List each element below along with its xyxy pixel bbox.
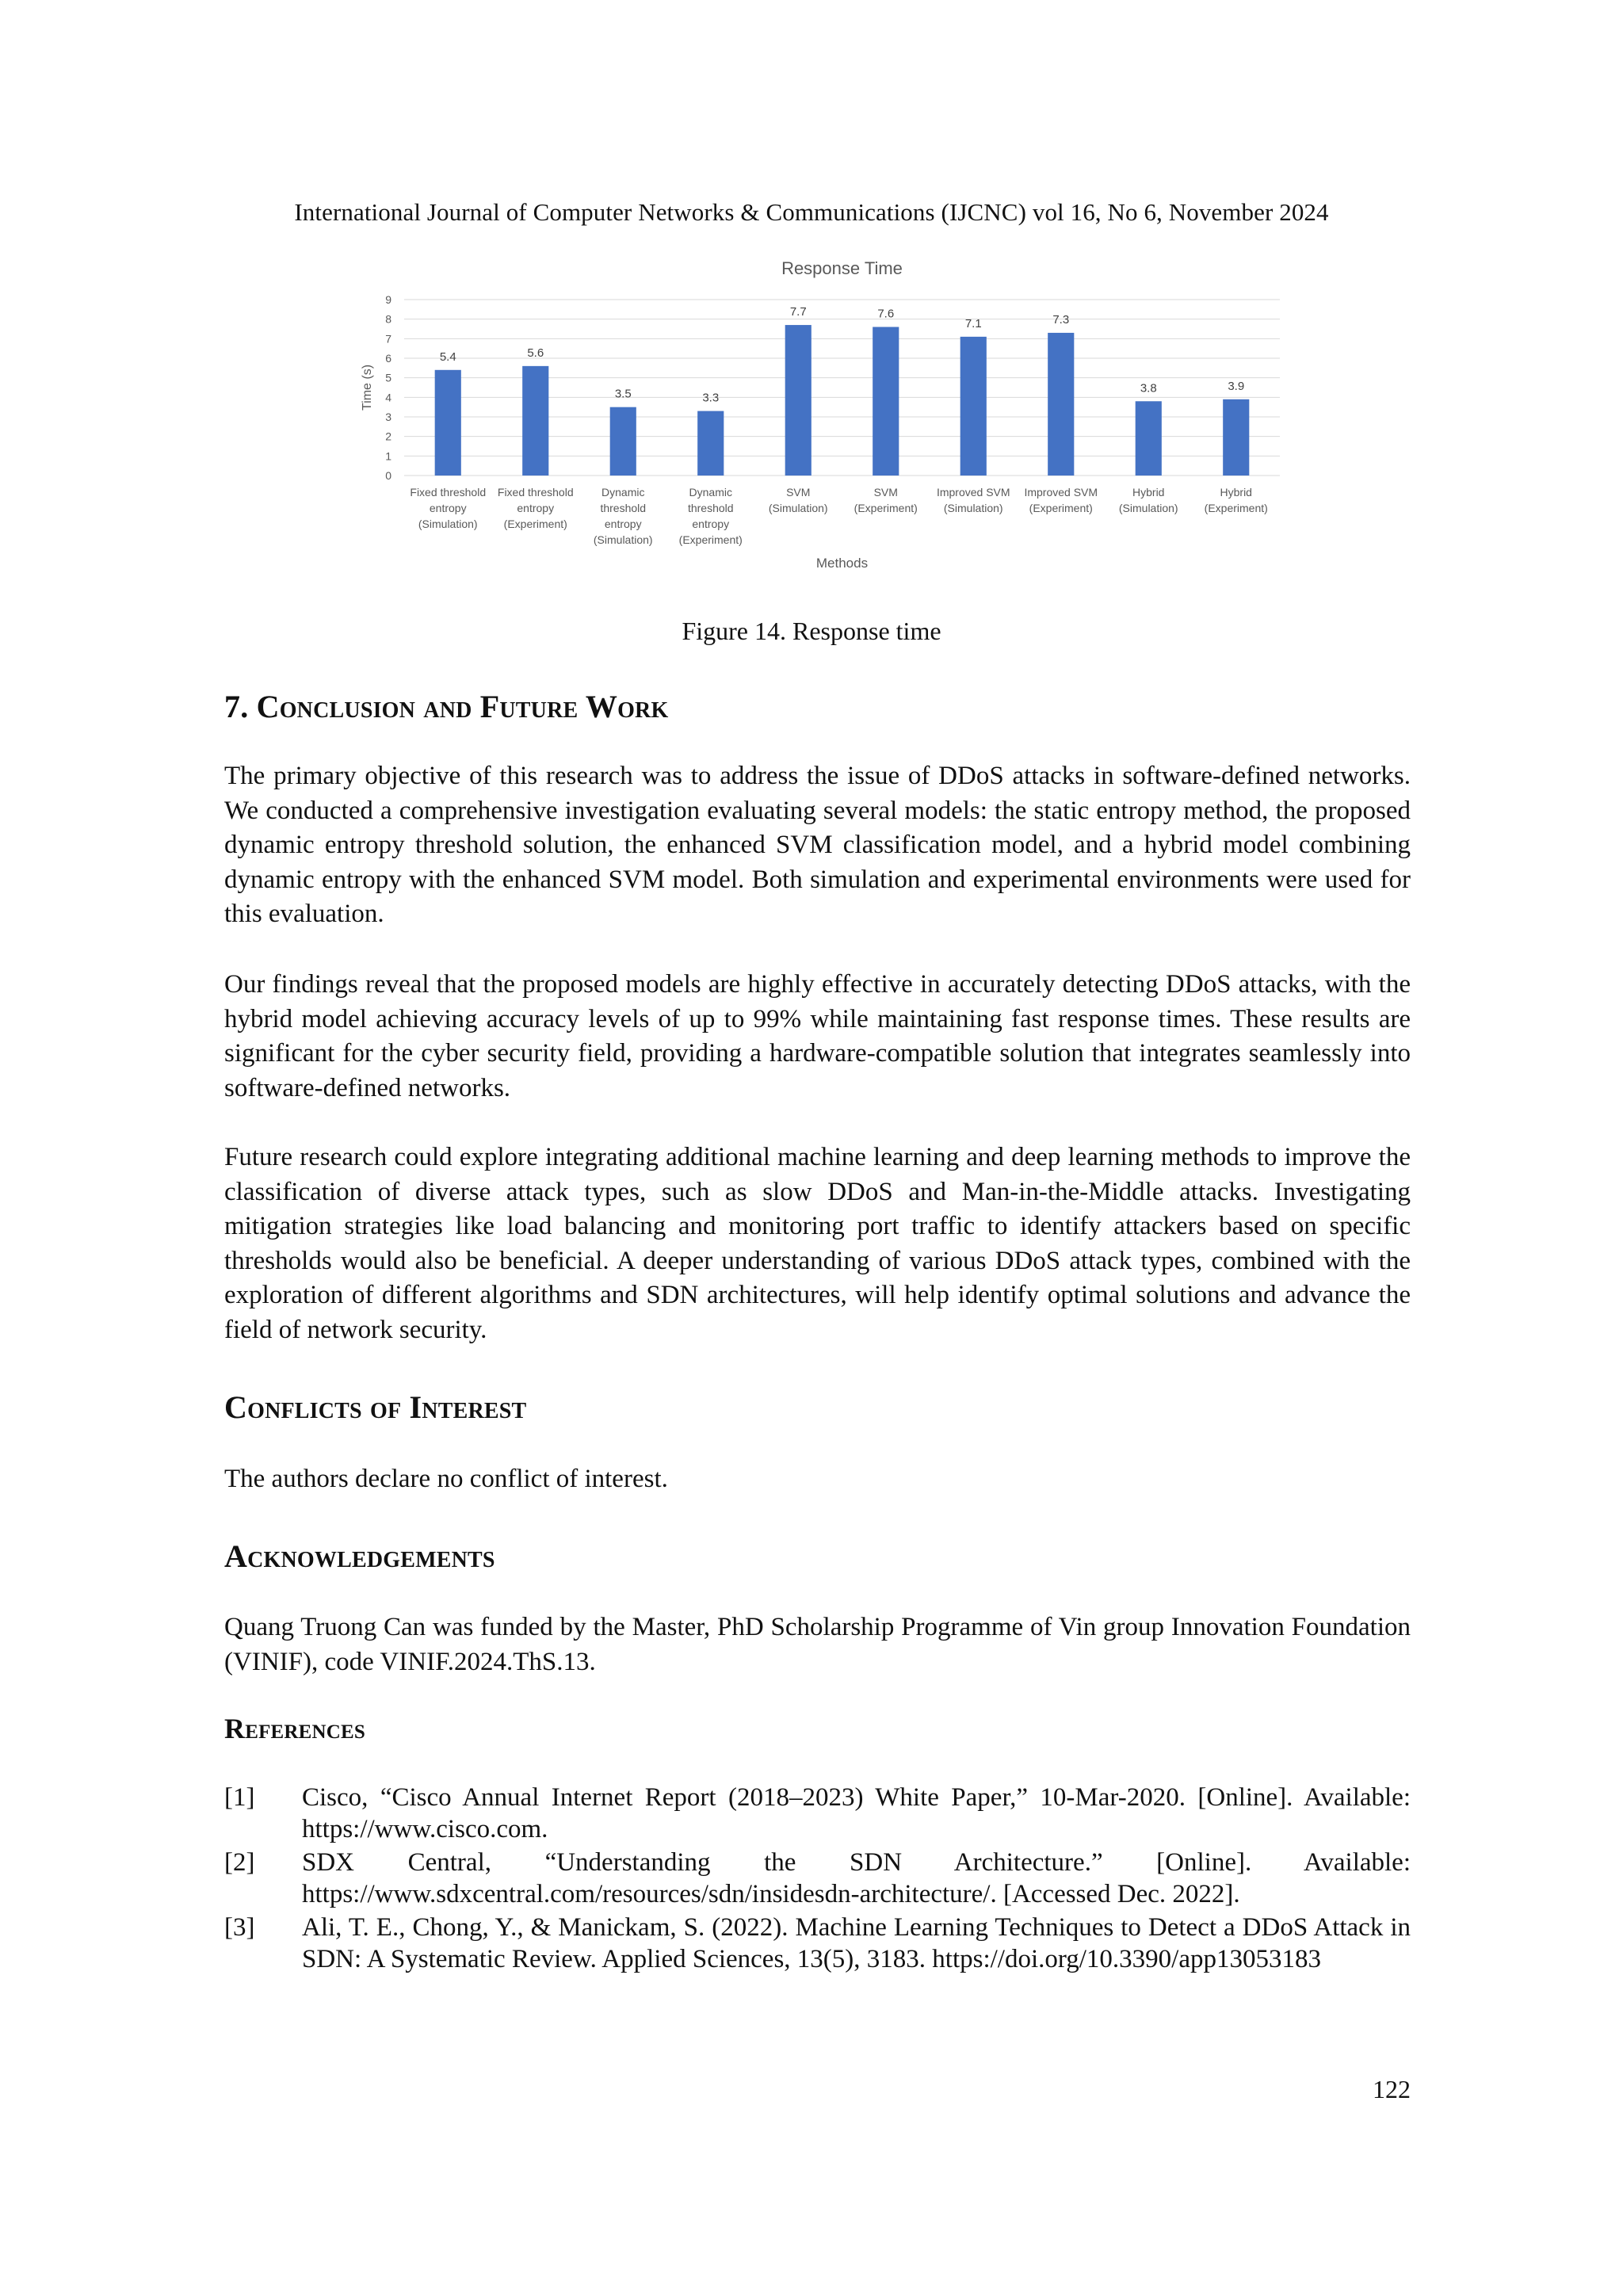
section-heading-acknowledgements: [224, 1538, 495, 1575]
section-title: Acknowledgements: [224, 1538, 495, 1574]
y-tick-label: 5: [385, 371, 391, 384]
data-label: 7.7: [789, 305, 807, 319]
x-tick-label: Dynamic: [689, 486, 732, 499]
x-tick-label: (Experiment): [1204, 502, 1268, 514]
y-tick-label: 3: [385, 411, 391, 423]
data-label: 3.3: [702, 391, 720, 405]
y-tick-label: 7: [385, 332, 391, 346]
section-title: Conclusion and Future Work: [256, 689, 669, 724]
conflicts-paragraph: The authors declare no conflict of interest.: [224, 1465, 668, 1493]
x-tick-label: (Experiment): [503, 518, 567, 530]
references-list: [224, 1782, 1411, 1977]
y-tick-label: 8: [385, 312, 391, 326]
x-tick-label: SVM: [786, 486, 811, 499]
bar: [610, 407, 636, 476]
x-tick-label: entropy: [692, 518, 730, 530]
response-time-chart: [349, 252, 1292, 577]
x-tick-label: Hybrid: [1220, 486, 1252, 499]
section-number: 7.: [224, 689, 257, 724]
conclusion-paragraph-1: The primary objective of this research was to address the issue of DDoS attacks in software-defined networks. We conducted a comprehensive investigation evaluating several models: the static entropy method, the proposed dynamic entropy threshold solution, the enhanced SVM classification model, and a hybrid model combining dynamic entropy with the enhanced SVM model. Both simulation and experimental environments were used for this evaluation.: [224, 762, 1411, 928]
bar: [435, 370, 461, 476]
bar: [697, 411, 724, 476]
x-tick-label: Dynamic: [601, 486, 645, 499]
data-label: 7.3: [1052, 312, 1070, 327]
x-tick-label: (Simulation): [418, 518, 478, 530]
y-tick-label: 0: [385, 469, 391, 482]
bar: [1136, 401, 1162, 476]
x-tick-label: (Experiment): [1029, 502, 1093, 514]
x-tick-label: threshold: [600, 502, 647, 514]
chart-title: Response Time: [781, 258, 903, 278]
figure-caption: Figure 14. Response time: [682, 617, 941, 645]
section-title: References: [224, 1713, 366, 1744]
bar: [960, 337, 987, 476]
bar: [785, 325, 812, 476]
x-tick-label: (Simulation): [1118, 502, 1178, 514]
reference-text: Ali, T. E., Chong, Y., & Manickam, S. (2022). Machine Learning Techniques to Detect a DDoS Attack in SDN: A Systematic Review. Applied Sciences, 13(5), 3183. https://doi.org/10.3390/app13053183: [302, 1913, 1411, 1973]
y-tick-label: 4: [385, 391, 391, 404]
y-tick-label: 2: [385, 430, 391, 443]
section-heading-conflicts: [224, 1389, 526, 1426]
x-tick-label: entropy: [429, 502, 467, 514]
x-tick-label: Fixed threshold: [410, 486, 487, 499]
section-heading-conclusion: [224, 688, 668, 725]
reference-number: [1]: [224, 1783, 255, 1812]
x-tick-label: Hybrid: [1132, 486, 1165, 499]
acknowledgements-paragraph: Quang Truong Can was funded by the Master, PhD Scholarship Programme of Vin group Innovation Foundation (VINIF), code VINIF.2024.ThS.13.: [224, 1613, 1411, 1676]
page-number: 122: [1373, 2075, 1411, 2103]
bar: [873, 327, 899, 476]
section-heading-references: [224, 1712, 365, 1745]
bar: [1048, 333, 1074, 476]
data-label: 7.6: [877, 307, 895, 321]
x-tick-label: entropy: [604, 518, 642, 530]
x-tick-label: Improved SVM: [1024, 486, 1098, 499]
bar: [522, 366, 548, 476]
x-tick-label: Fixed threshold: [497, 486, 574, 499]
section-title: Conflicts of Interest: [224, 1389, 527, 1425]
y-axis-label: Time (s): [361, 364, 374, 411]
y-tick-label: 6: [385, 352, 391, 365]
reference-text: SDX Central, “Understanding the SDN Architecture.” [Online]. Available: https://www.sdxcentral.com/resources/sdn/insidesdn-architecture/. [Accessed Dec. 2022].: [302, 1848, 1411, 1908]
data-label: 3.5: [614, 387, 632, 401]
reference-item: [224, 1782, 1411, 1845]
chart-svg: [349, 252, 1292, 577]
reference-number: [2]: [224, 1848, 255, 1877]
x-tick-label: (Simulation): [943, 502, 1003, 514]
data-label: 7.1: [964, 316, 982, 330]
data-label: 3.8: [1140, 381, 1157, 395]
x-axis-label: Methods: [815, 556, 869, 571]
data-label: 5.4: [439, 350, 456, 364]
x-tick-label: (Experiment): [678, 533, 743, 546]
x-tick-label: entropy: [517, 502, 555, 514]
reference-text: Cisco, “Cisco Annual Internet Report (2018–2023) White Paper,” 10-Mar-2020. [Online]. Available: https://www.cisco.com.: [302, 1783, 1411, 1843]
conclusion-paragraph-3: Future research could explore integrating additional machine learning and deep learning methods to improve the classification of diverse attack types, such as slow DDoS and Man-in-the-Middle attacks. Investigating mitigation strategies like load balancing and monitoring port traffic to identify attackers based on specific thresholds would also be beneficial. A deeper understanding of various DDoS attack types, combined with the exploration of different algorithms and SDN architectures, will help identify optimal solutions and advance the field of network security.: [224, 1143, 1411, 1344]
reference-item: [224, 1847, 1411, 1910]
running-head: International Journal of Computer Networks & Communications (IJCNC) vol 16, No 6, November 2024: [294, 198, 1329, 226]
x-tick-label: (Simulation): [768, 502, 828, 514]
data-label: 5.6: [527, 346, 544, 360]
y-tick-label: 1: [385, 449, 391, 463]
x-tick-label: (Experiment): [854, 502, 918, 514]
x-tick-label: (Simulation): [593, 533, 653, 546]
y-tick-label: 9: [385, 293, 391, 306]
reference-item: [224, 1912, 1411, 1975]
data-label: 3.9: [1228, 379, 1245, 393]
x-tick-label: Improved SVM: [936, 486, 1010, 499]
x-tick-label: threshold: [687, 502, 734, 514]
reference-number: [3]: [224, 1913, 255, 1942]
bar: [1223, 399, 1249, 476]
conclusion-paragraph-2: Our findings reveal that the proposed models are highly effective in accurately detecting DDoS attacks, with the hybrid model achieving accuracy levels of up to 99% while maintaining fast response times. These results are significant for the cyber security field, providing a hardware-compatible solution that integrates seamlessly into software-defined networks.: [224, 970, 1411, 1102]
x-tick-label: SVM: [873, 486, 898, 499]
